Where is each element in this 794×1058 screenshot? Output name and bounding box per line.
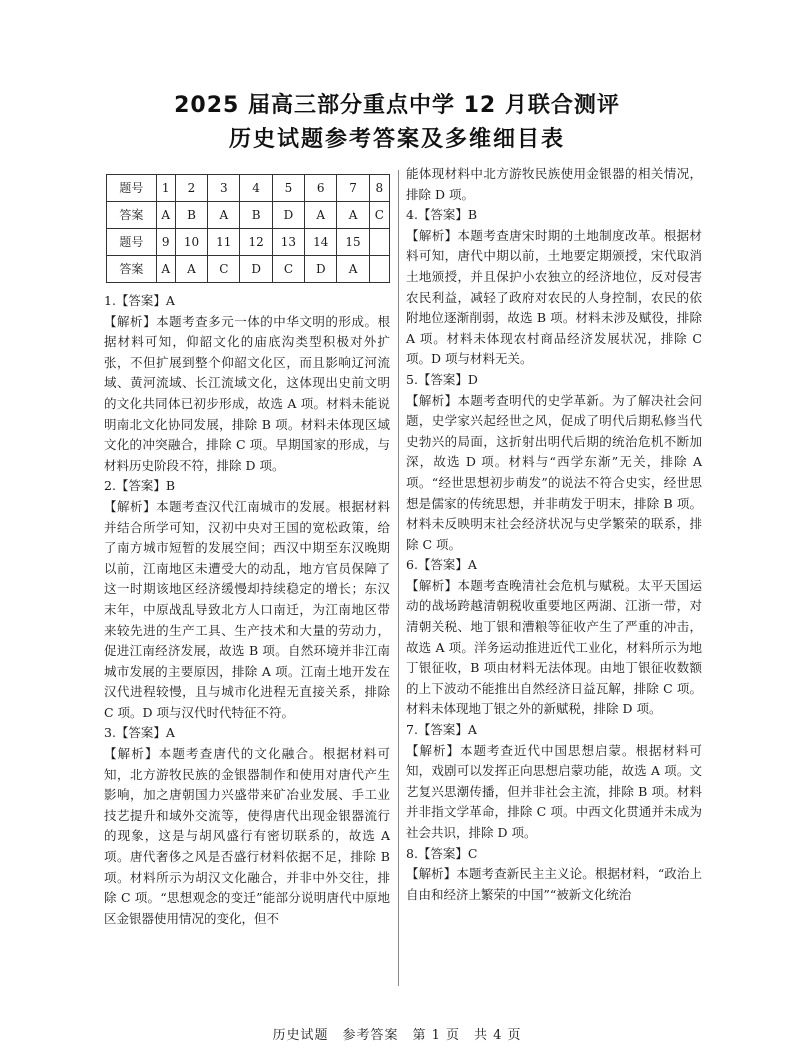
answer-item-4: [406, 205, 702, 370]
answer-heading: 8.【答案】C: [406, 845, 478, 861]
table-cell: D: [272, 202, 304, 229]
table-cell: 15: [337, 229, 369, 256]
table-row: [107, 202, 390, 229]
table-cell: D: [305, 256, 337, 283]
answer-item-2: [104, 476, 390, 723]
table-cell: C: [369, 202, 389, 229]
table-row: [107, 229, 390, 256]
table-cell: C: [208, 256, 240, 283]
table-cell: 8: [369, 175, 389, 202]
page-footer: 历史试题 参考答案 第 1 页 共 4 页: [272, 1028, 522, 1043]
answer-item-6: [406, 555, 702, 720]
analysis-text: 【解析】本题考查近代中国思想启蒙。根据材料可知，戏剧可以发挥正向思想启蒙功能，故选 A 项。文艺复兴思潮传播，但并非社会主流，排除 B 项。材料并非指文学革命，排除 C 项。中西文化贯通并未成为社会共识，排除 D 项。: [406, 742, 702, 840]
table-cell: 6: [305, 175, 337, 202]
answer-heading: 7.【答案】A: [406, 722, 477, 738]
answer-heading: 5.【答案】D: [406, 371, 478, 387]
table-cell: A: [175, 256, 207, 283]
answer-item-3: [104, 723, 390, 929]
answer-item-1: [104, 291, 390, 476]
table-cell: 10: [175, 229, 207, 256]
analysis-text: 【解析】本题考查晚清社会危机与赋税。太平天国运动的战场跨越清朝税收重要地区两湖、江浙一带，对清朝关税、地丁银和漕粮等征收产生了严重的冲击，故选 A 项。洋务运动推进近代工业化，材料所示为地丁银征收，B 项由材料无法体现。由地丁银征收数额的上下波动不能推出自然经济日益瓦解，排除 C 项。材料未体现地丁银之外的新赋税，排除 D 项。: [406, 577, 702, 717]
table-row: [107, 175, 390, 202]
analysis-text: 【解析】本题考查汉代江南城市的发展。根据材料并结合所学可知，汉初中央对王国的宽松政策，给了南方城市短暂的发展空间；西汉中期至东汉晚期以前，江南地区未遭受大的动乱，地方官员保障了这一时期该地区经济缓慢却持续稳定的增长；东汉末年，中原战乱导致北方人口南迁，为江南地区带来较先进的生产工具、生产技术和大量的劳动力，促进江南经济发展，故选 B 项。自然环境并非江南城市发展的主要原因，排除 A 项。江南土地开发在汉代进程较慢，且与城市化进程无直接关系，排除 C 项。D 项与汉代时代特征不符。: [104, 498, 390, 720]
answer-heading: 2.【答案】B: [104, 478, 176, 494]
title-line-1: 2025 届高三部分重点中学 12 月联合测评: [174, 93, 620, 118]
table-cell: [369, 229, 389, 256]
table-cell: 答案: [107, 202, 157, 229]
table-cell: 14: [305, 229, 337, 256]
table-cell: 1: [156, 175, 175, 202]
table-cell: A: [337, 256, 369, 283]
answer-heading: 6.【答案】A: [406, 557, 477, 573]
table-cell: C: [272, 256, 304, 283]
answer-item-3-continued: [406, 164, 702, 205]
table-cell: D: [240, 256, 272, 283]
answer-heading: 4.【答案】B: [406, 207, 478, 223]
analysis-text: 【解析】本题考查新民主主义论。根据材料，“政治上自由和经济上繁荣的中国”“被新文化统治: [406, 866, 702, 902]
answer-item-8: [406, 844, 702, 906]
table-cell: 5: [272, 175, 304, 202]
table-cell: [369, 256, 389, 283]
table-cell: 题号: [107, 229, 157, 256]
analysis-text: 【解析】本题考查多元一体的中华文明的形成。根据材料可知，仰韶文化的庙底沟类型积极对外扩张，不但扩展到整个仰韶文化区，而且影响辽河流域、黄河流域、长江流域文化，这体现出史前文明的文化共同体已初步形成，故选 A 项。材料未能说明南北文化协同发展，排除 B 项。材料未体现区域文化的冲突融合，排除 C 项。早期国家的形成，与材料历史阶段不符，排除 D 项。: [104, 313, 390, 473]
table-cell: 7: [337, 175, 369, 202]
left-column: [104, 174, 390, 929]
table-cell: A: [156, 256, 175, 283]
answer-item-7: [406, 720, 702, 844]
table-cell: B: [175, 202, 207, 229]
analysis-text: 【解析】本题考查唐代的文化融合。根据材料可知，北方游牧民族的金银器制作和使用对唐代产生影响，加之唐朝国力兴盛带来矿冶业发展、手工业技艺提升和域外交流等，使得唐代出现金银器流行的现象，这是与胡风盛行有密切联系的，故选 A 项。唐代奢侈之风是否盛行材料依据不足，排除 B 项。材料所示为胡汉文化融合，并非中外交往，排除 C 项。“思想观念的变迁”能部分说明唐代中原地区金银器使用情况的变化，但不: [104, 746, 390, 926]
title-line-2: 历史试题参考答案及多维细目表: [228, 127, 565, 152]
answer-item-5: [406, 370, 702, 555]
table-cell: 9: [156, 229, 175, 256]
table-cell: 12: [240, 229, 272, 256]
table-cell: 答案: [107, 256, 157, 283]
table-cell: B: [240, 202, 272, 229]
table-cell: 13: [272, 229, 304, 256]
answer-heading: 3.【答案】A: [104, 725, 175, 741]
right-column: [406, 164, 702, 905]
answer-table: [106, 174, 390, 283]
answer-heading: 1.【答案】A: [104, 293, 175, 308]
analysis-text: 能体现材料中北方游牧民族使用金银器的相关情况，排除 D 项。: [406, 166, 702, 202]
analysis-text: 【解析】本题考查唐宋时期的土地制度改革。根据材料可知，唐代中期以前，土地要定期颁授，宋代取消土地颁授，并且保护小农独立的经济地位，反对侵害农民利益，减轻了政府对农民的人身控制，农民的依附地位逐渐削弱，故选 B 项。材料未涉及赋役，排除 A 项。材料未体现农村商品经济发展状况，排除 C 项。D 项与材料无关。: [406, 227, 702, 367]
table-cell: 3: [208, 175, 240, 202]
table-cell: 4: [240, 175, 272, 202]
column-divider: [398, 170, 399, 986]
table-cell: 题号: [107, 175, 157, 202]
table-cell: 11: [208, 229, 240, 256]
table-cell: A: [156, 202, 175, 229]
analysis-text: 【解析】本题考查明代的史学革新。为了解决社会问题，史学家兴起经世之风，促成了明代后期私修当代史勃兴的局面，这折射出明代后期的统治危机不断加深，故选 D 项。材料与“西学东渐”无关，排除 A 项。“经世思想初步萌发”的说法不符合史实，经世思想是儒家的传统思想，并非萌发于明末，排除 B 项。材料未反映明末社会经济状况与史学繁荣的联系，排除 C 项。: [406, 392, 702, 552]
table-cell: 2: [175, 175, 207, 202]
table-cell: A: [305, 202, 337, 229]
table-row: [107, 256, 390, 283]
table-cell: A: [337, 202, 369, 229]
table-cell: A: [208, 202, 240, 229]
